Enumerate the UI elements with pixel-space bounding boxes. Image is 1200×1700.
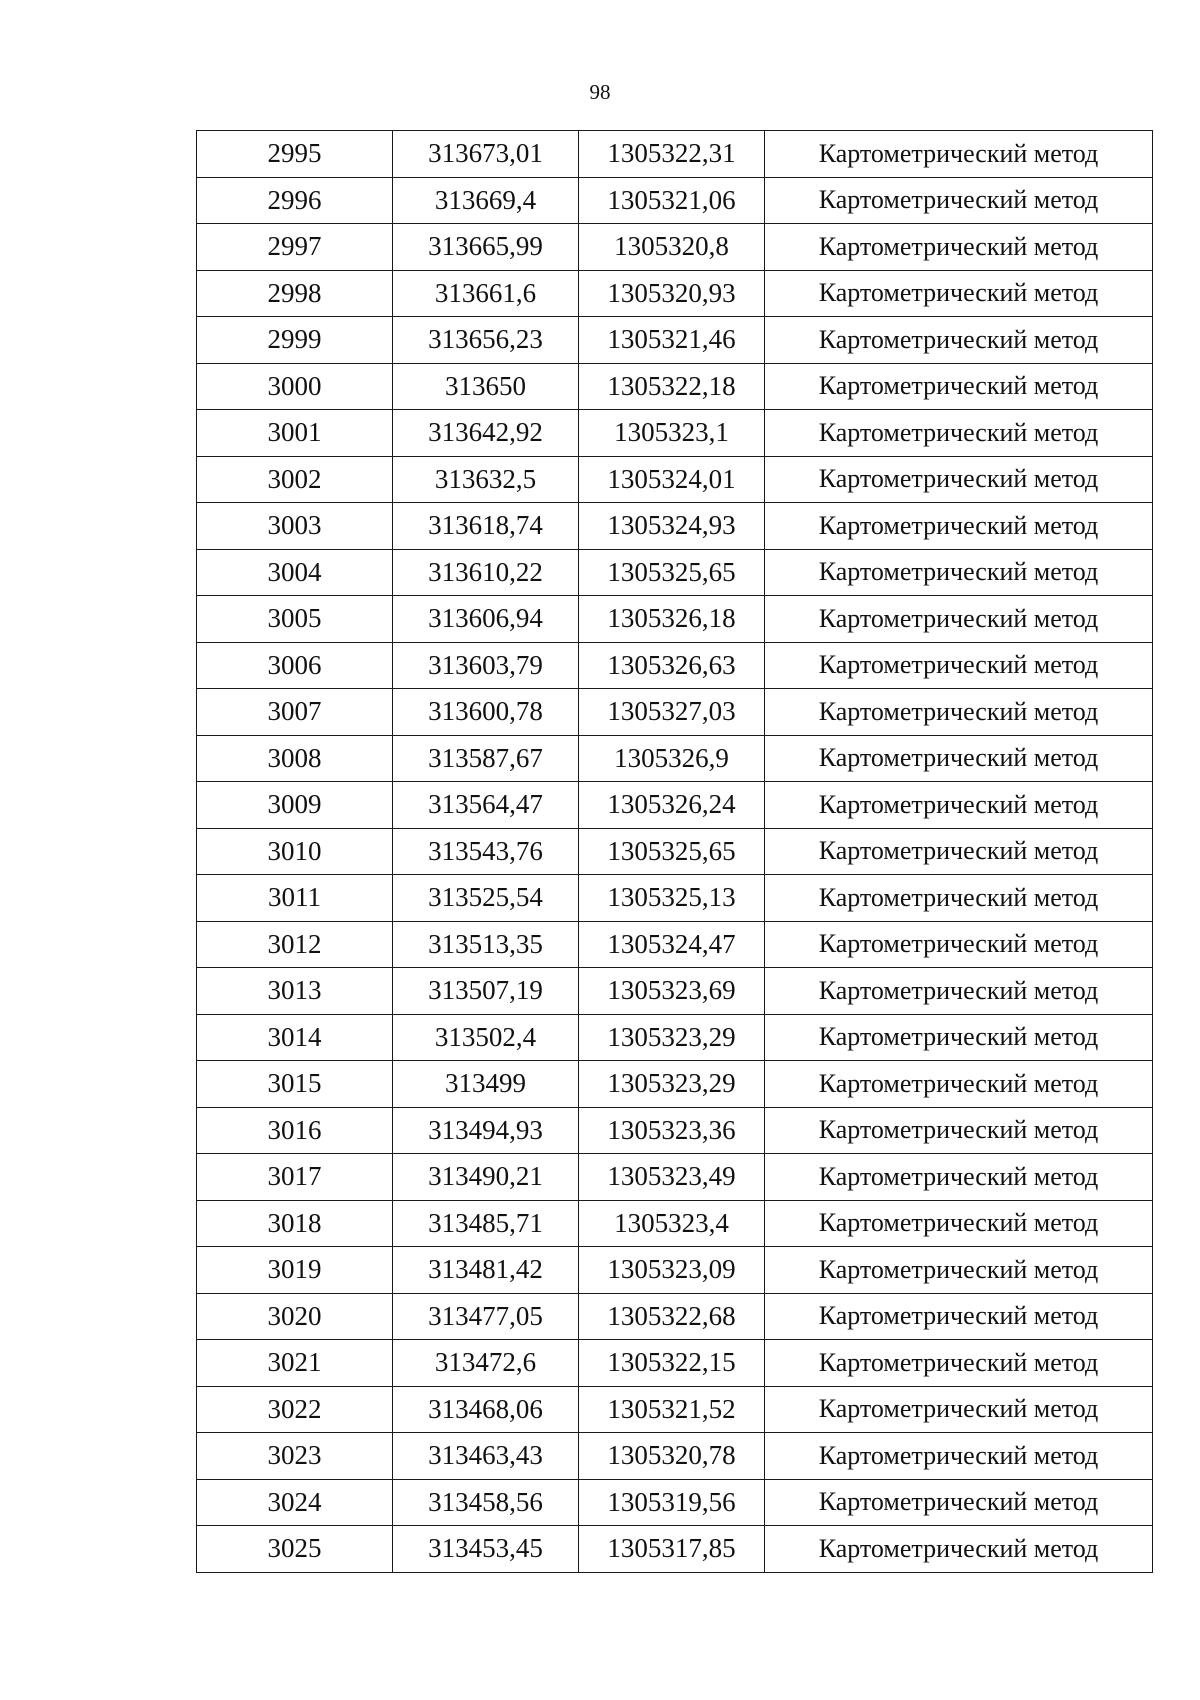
table-row: [197, 1107, 1153, 1154]
table-row: [197, 549, 1153, 596]
table-row: [197, 642, 1153, 689]
x-coordinate-cell: 313453,45: [393, 1526, 579, 1573]
table-row: [197, 596, 1153, 643]
x-coordinate-cell: 313661,6: [393, 270, 579, 317]
table-row: [197, 1526, 1153, 1573]
method-cell: Картометрический метод: [765, 363, 1153, 410]
table-row: [197, 689, 1153, 736]
y-coordinate-cell: 1305323,29: [579, 1061, 765, 1108]
method-cell: Картометрический метод: [765, 828, 1153, 875]
y-coordinate-cell: 1305317,85: [579, 1526, 765, 1573]
table-row: [197, 1014, 1153, 1061]
method-cell: Картометрический метод: [765, 503, 1153, 550]
method-cell: Картометрический метод: [765, 1154, 1153, 1201]
point-number-cell: 3002: [197, 456, 393, 503]
method-cell: Картометрический метод: [765, 177, 1153, 224]
point-number-cell: 2997: [197, 224, 393, 271]
table-row: [197, 410, 1153, 457]
x-coordinate-cell: 313468,06: [393, 1386, 579, 1433]
method-cell: Картометрический метод: [765, 1061, 1153, 1108]
x-coordinate-cell: 313673,01: [393, 131, 579, 178]
table-row: [197, 224, 1153, 271]
table-row: [197, 363, 1153, 410]
x-coordinate-cell: 313481,42: [393, 1247, 579, 1294]
y-coordinate-cell: 1305322,18: [579, 363, 765, 410]
method-cell: Картометрический метод: [765, 782, 1153, 829]
y-coordinate-cell: 1305326,63: [579, 642, 765, 689]
y-coordinate-cell: 1305322,31: [579, 131, 765, 178]
point-number-cell: 3018: [197, 1200, 393, 1247]
method-cell: Картометрический метод: [765, 921, 1153, 968]
table-row: [197, 1061, 1153, 1108]
method-cell: Картометрический метод: [765, 1386, 1153, 1433]
y-coordinate-cell: 1305320,93: [579, 270, 765, 317]
x-coordinate-cell: 313543,76: [393, 828, 579, 875]
table-row: [197, 875, 1153, 922]
point-number-cell: 3016: [197, 1107, 393, 1154]
table-row: [197, 921, 1153, 968]
point-number-cell: 3022: [197, 1386, 393, 1433]
y-coordinate-cell: 1305325,65: [579, 828, 765, 875]
method-cell: Картометрический метод: [765, 735, 1153, 782]
x-coordinate-cell: 313458,56: [393, 1479, 579, 1526]
x-coordinate-cell: 313603,79: [393, 642, 579, 689]
method-cell: Картометрический метод: [765, 131, 1153, 178]
method-cell: Картометрический метод: [765, 689, 1153, 736]
table-row: [197, 1433, 1153, 1480]
y-coordinate-cell: 1305323,69: [579, 968, 765, 1015]
method-cell: Картометрический метод: [765, 875, 1153, 922]
x-coordinate-cell: 313494,93: [393, 1107, 579, 1154]
x-coordinate-cell: 313477,05: [393, 1293, 579, 1340]
x-coordinate-cell: 313665,99: [393, 224, 579, 271]
method-cell: Картометрический метод: [765, 968, 1153, 1015]
method-cell: Картометрический метод: [765, 317, 1153, 364]
method-cell: Картометрический метод: [765, 596, 1153, 643]
page-number: 98: [589, 80, 611, 104]
y-coordinate-cell: 1305321,46: [579, 317, 765, 364]
y-coordinate-cell: 1305324,47: [579, 921, 765, 968]
x-coordinate-cell: 313485,71: [393, 1200, 579, 1247]
x-coordinate-cell: 313499: [393, 1061, 579, 1108]
point-number-cell: 3004: [197, 549, 393, 596]
x-coordinate-cell: 313600,78: [393, 689, 579, 736]
table-row: [197, 456, 1153, 503]
y-coordinate-cell: 1305323,36: [579, 1107, 765, 1154]
x-coordinate-cell: 313650: [393, 363, 579, 410]
x-coordinate-cell: 313490,21: [393, 1154, 579, 1201]
method-cell: Картометрический метод: [765, 456, 1153, 503]
point-number-cell: 3015: [197, 1061, 393, 1108]
y-coordinate-cell: 1305325,65: [579, 549, 765, 596]
x-coordinate-cell: 313610,22: [393, 549, 579, 596]
table-row: [197, 1247, 1153, 1294]
coordinates-table: [196, 130, 1153, 1573]
point-number-cell: 3007: [197, 689, 393, 736]
method-cell: Картометрический метод: [765, 270, 1153, 317]
y-coordinate-cell: 1305326,24: [579, 782, 765, 829]
table-row: [197, 177, 1153, 224]
point-number-cell: 3020: [197, 1293, 393, 1340]
point-number-cell: 3014: [197, 1014, 393, 1061]
x-coordinate-cell: 313632,5: [393, 456, 579, 503]
table-row: [197, 1386, 1153, 1433]
method-cell: Картометрический метод: [765, 410, 1153, 457]
table-row: [197, 968, 1153, 1015]
x-coordinate-cell: 313618,74: [393, 503, 579, 550]
x-coordinate-cell: 313606,94: [393, 596, 579, 643]
x-coordinate-cell: 313507,19: [393, 968, 579, 1015]
point-number-cell: 3013: [197, 968, 393, 1015]
point-number-cell: 2995: [197, 131, 393, 178]
point-number-cell: 3017: [197, 1154, 393, 1201]
x-coordinate-cell: 313472,6: [393, 1340, 579, 1387]
method-cell: Картометрический метод: [765, 549, 1153, 596]
point-number-cell: 3008: [197, 735, 393, 782]
point-number-cell: 2996: [197, 177, 393, 224]
x-coordinate-cell: 313513,35: [393, 921, 579, 968]
point-number-cell: 3009: [197, 782, 393, 829]
table-row: [197, 270, 1153, 317]
point-number-cell: 3012: [197, 921, 393, 968]
table-row: [197, 1340, 1153, 1387]
method-cell: Картометрический метод: [765, 1433, 1153, 1480]
method-cell: Картометрический метод: [765, 1107, 1153, 1154]
coordinates-table-body: [197, 131, 1153, 1573]
point-number-cell: 3000: [197, 363, 393, 410]
x-coordinate-cell: 313669,4: [393, 177, 579, 224]
y-coordinate-cell: 1305320,78: [579, 1433, 765, 1480]
y-coordinate-cell: 1305326,18: [579, 596, 765, 643]
y-coordinate-cell: 1305321,06: [579, 177, 765, 224]
y-coordinate-cell: 1305319,56: [579, 1479, 765, 1526]
x-coordinate-cell: 313587,67: [393, 735, 579, 782]
method-cell: Картометрический метод: [765, 642, 1153, 689]
method-cell: Картометрический метод: [765, 1293, 1153, 1340]
y-coordinate-cell: 1305323,29: [579, 1014, 765, 1061]
x-coordinate-cell: 313525,54: [393, 875, 579, 922]
method-cell: Картометрический метод: [765, 1526, 1153, 1573]
x-coordinate-cell: 313642,92: [393, 410, 579, 457]
y-coordinate-cell: 1305320,8: [579, 224, 765, 271]
y-coordinate-cell: 1305323,1: [579, 410, 765, 457]
y-coordinate-cell: 1305321,52: [579, 1386, 765, 1433]
point-number-cell: 3006: [197, 642, 393, 689]
y-coordinate-cell: 1305323,4: [579, 1200, 765, 1247]
x-coordinate-cell: 313502,4: [393, 1014, 579, 1061]
table-row: [197, 1154, 1153, 1201]
point-number-cell: 3025: [197, 1526, 393, 1573]
table-row: [197, 782, 1153, 829]
table-row: [197, 1200, 1153, 1247]
point-number-cell: 3023: [197, 1433, 393, 1480]
table-row: [197, 131, 1153, 178]
y-coordinate-cell: 1305324,93: [579, 503, 765, 550]
y-coordinate-cell: 1305327,03: [579, 689, 765, 736]
y-coordinate-cell: 1305323,49: [579, 1154, 765, 1201]
method-cell: Картометрический метод: [765, 1014, 1153, 1061]
y-coordinate-cell: 1305324,01: [579, 456, 765, 503]
point-number-cell: 3003: [197, 503, 393, 550]
y-coordinate-cell: 1305323,09: [579, 1247, 765, 1294]
x-coordinate-cell: 313656,23: [393, 317, 579, 364]
y-coordinate-cell: 1305326,9: [579, 735, 765, 782]
point-number-cell: 3001: [197, 410, 393, 457]
y-coordinate-cell: 1305325,13: [579, 875, 765, 922]
point-number-cell: 3019: [197, 1247, 393, 1294]
table-row: [197, 735, 1153, 782]
point-number-cell: 2998: [197, 270, 393, 317]
method-cell: Картометрический метод: [765, 224, 1153, 271]
table-row: [197, 828, 1153, 875]
method-cell: Картометрический метод: [765, 1479, 1153, 1526]
y-coordinate-cell: 1305322,15: [579, 1340, 765, 1387]
point-number-cell: 3011: [197, 875, 393, 922]
table-row: [197, 1293, 1153, 1340]
x-coordinate-cell: 313564,47: [393, 782, 579, 829]
point-number-cell: 3021: [197, 1340, 393, 1387]
table-row: [197, 503, 1153, 550]
table-row: [197, 1479, 1153, 1526]
method-cell: Картометрический метод: [765, 1247, 1153, 1294]
point-number-cell: 3024: [197, 1479, 393, 1526]
x-coordinate-cell: 313463,43: [393, 1433, 579, 1480]
y-coordinate-cell: 1305322,68: [579, 1293, 765, 1340]
point-number-cell: 3010: [197, 828, 393, 875]
method-cell: Картометрический метод: [765, 1340, 1153, 1387]
point-number-cell: 3005: [197, 596, 393, 643]
table-row: [197, 317, 1153, 364]
method-cell: Картометрический метод: [765, 1200, 1153, 1247]
point-number-cell: 2999: [197, 317, 393, 364]
